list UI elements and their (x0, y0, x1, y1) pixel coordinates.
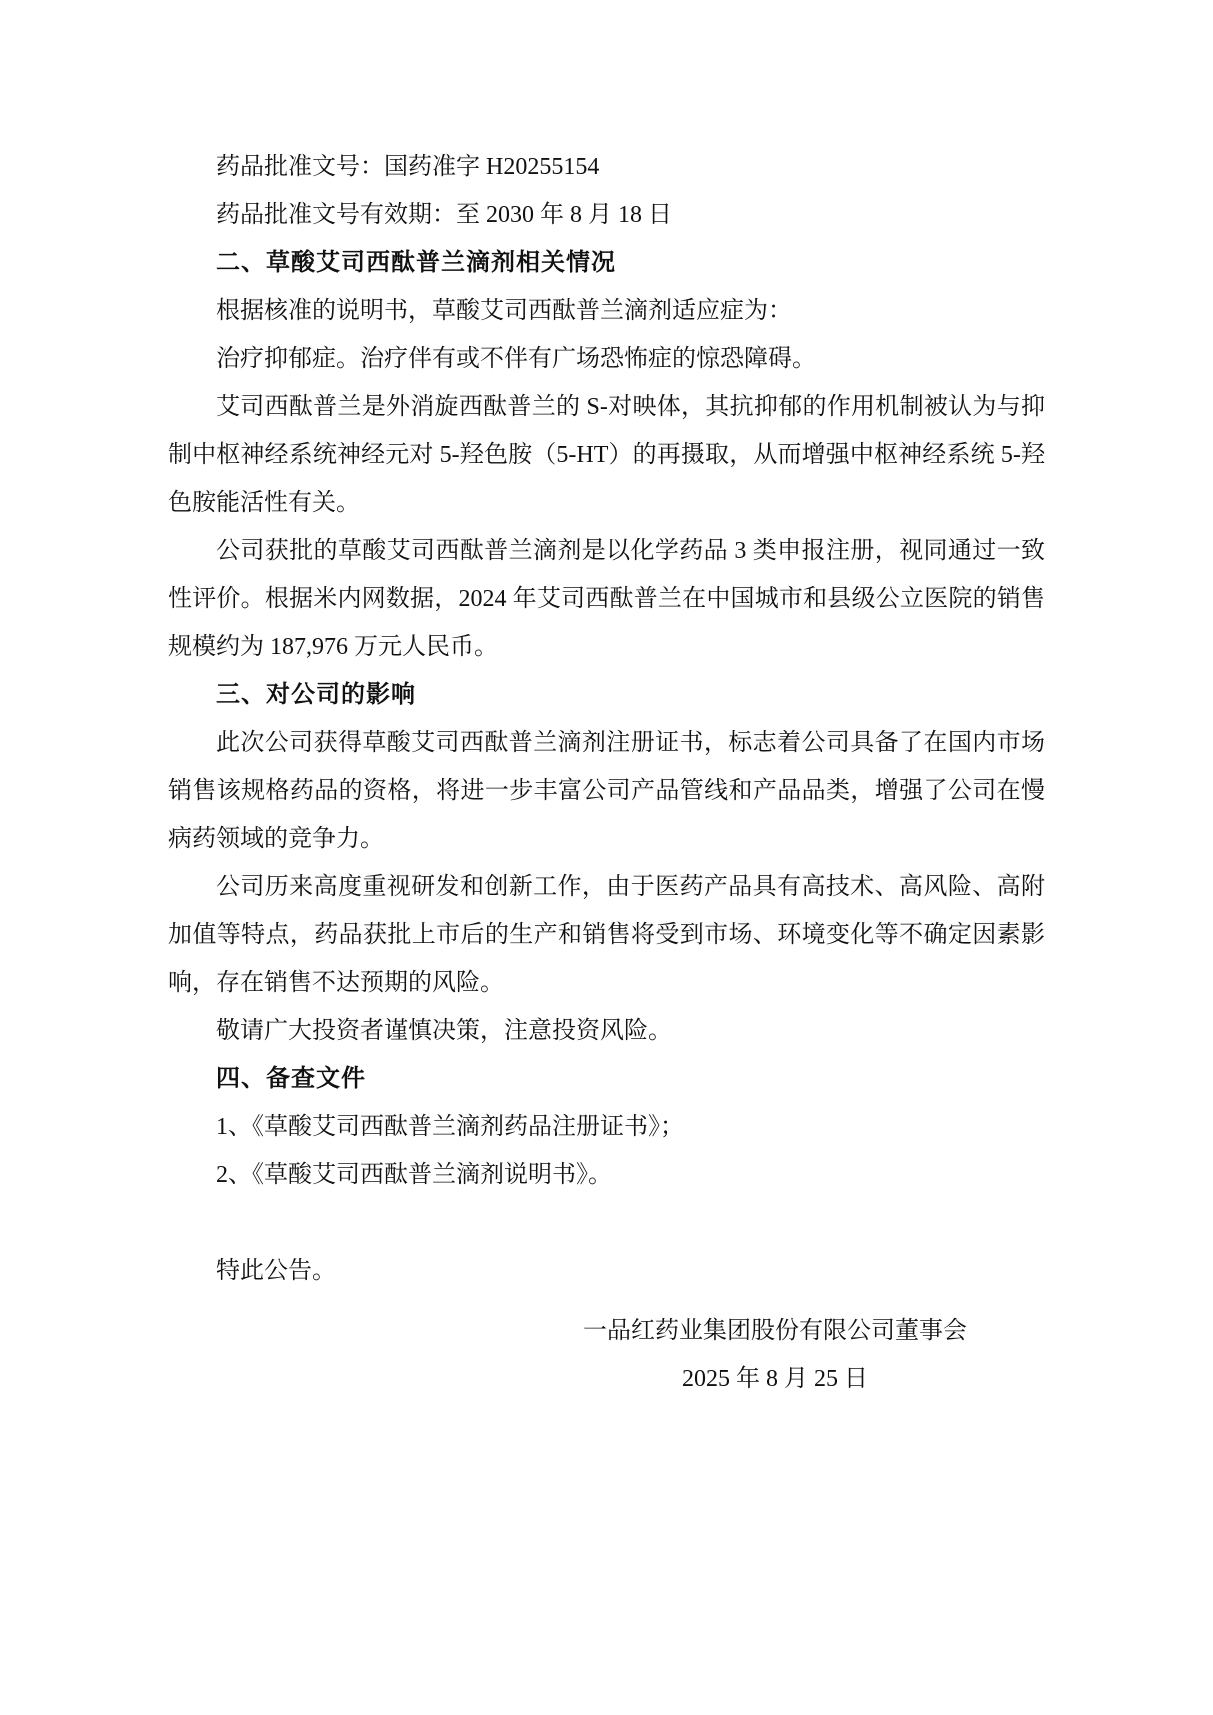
document-paragraph: 药品批准文号有效期：至 2030 年 8 月 18 日 (216, 202, 672, 228)
document-paragraph: 艾司西酞普兰是外消旋西酞普兰的 S-对映体，其抗抑郁的作用机制被认为与抑制中枢神经系统神经元对 5-羟色胺（5-HT）的再摄取，从而增强中枢神经系统 5-羟色胺能活性有关。 (168, 394, 1045, 516)
signature-date: 2025 年 8 月 25 日 (682, 1366, 868, 1392)
section-heading: 三、对公司的影响 (216, 681, 416, 708)
section-heading: 二、草酸艾司西酞普兰滴剂相关情况 (216, 249, 616, 276)
document-content (168, 143, 1045, 1403)
signature-block (583, 1307, 967, 1403)
document-paragraph: 公司历来高度重视研发和创新工作，由于医药产品具有高技术、高风险、高附加值等特点，药品获批上市后的生产和销售将受到市场、环境变化等不确定因素影响，存在销售不达预期的风险。 (168, 874, 1045, 996)
document-paragraph: 2、《草酸艾司西酞普兰滴剂说明书》。 (216, 1162, 612, 1188)
document-paragraph: 此次公司获得草酸艾司西酞普兰滴剂注册证书，标志着公司具备了在国内市场销售该规格药品的资格，将进一步丰富公司产品管线和产品品类，增强了公司在慢病药领域的竞争力。 (168, 730, 1045, 852)
blank-line (168, 1199, 1045, 1247)
document-paragraph: 公司获批的草酸艾司西酞普兰滴剂是以化学药品 3 类申报注册，视同通过一致性评价。根据米内网数据，2024 年艾司西酞普兰在中国城市和县级公立医院的销售规模约为 187,976 万元人民币。 (168, 538, 1045, 660)
document-paragraph: 敬请广大投资者谨慎决策，注意投资风险。 (216, 1018, 672, 1044)
signature-company: 一品红药业集团股份有限公司董事会 (583, 1318, 967, 1344)
document-paragraph: 根据核准的说明书，草酸艾司西酞普兰滴剂适应症为： (216, 298, 792, 324)
document-paragraph: 药品批准文号：国药准字 H20255154 (216, 154, 600, 180)
document-body (168, 143, 1045, 1295)
document-paragraph: 1、《草酸艾司西酞普兰滴剂药品注册证书》； (216, 1114, 684, 1140)
document-paragraph: 特此公告。 (216, 1258, 336, 1284)
section-heading: 四、备查文件 (216, 1065, 366, 1092)
document-paragraph: 治疗抑郁症。治疗伴有或不伴有广场恐怖症的惊恐障碍。 (216, 346, 816, 372)
